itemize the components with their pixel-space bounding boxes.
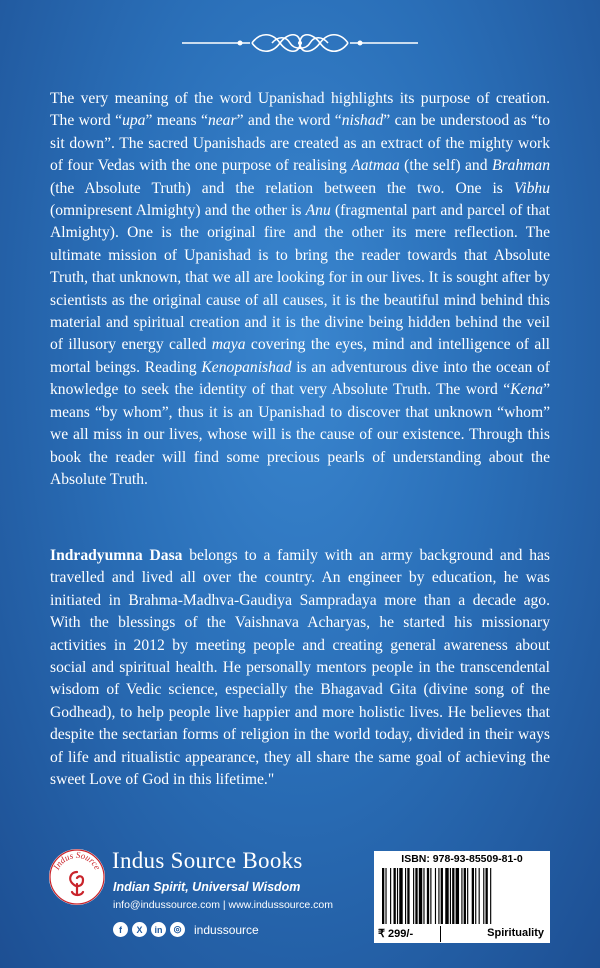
isbn-barcode-box [374,851,550,943]
term-nishad: nishad [341,112,384,130]
blurb-text: The very meaning of the word Upanishad highlights its purpose of creation. The word “ [50,90,550,130]
linkedin-icon: in [151,922,166,937]
book-description [50,88,550,491]
barcode [380,868,544,924]
barcode-bar [472,868,474,924]
publisher-name: Indus Source Books [112,848,303,873]
blurb-text: ” can be understood as “to sit down”. The sacred Upanishads are created as an extract of the mighty work of four Vedas with the one purpose of realising [50,112,551,175]
term-vibhu: Vibhu [513,179,550,197]
barcode-bar [475,868,476,924]
term-near: near [207,112,237,130]
term-aatmaa: Aatmaa [351,157,400,175]
social-handle: indussource [194,922,259,937]
barcode-bar [394,868,396,924]
barcode-bar [486,868,488,924]
barcode-bar [415,868,417,924]
blurb-text: covering the eyes, mind and intelligence of all mortal beings. Reading [50,336,550,376]
barcode-bar [399,868,402,924]
blurb-text: (omnipresent Almighty) and the other is [50,202,306,220]
barcode-bar [456,868,459,924]
logo-text: Indus Source [51,849,103,872]
barcode-bar [450,868,451,924]
barcode-bar [461,868,462,924]
blurb-text: is an adventurous dive into the ocean of knowledge to seek the identity of that very Absolute Truth. The word “ [50,358,550,399]
barcode-bar [427,868,429,924]
barcode-bar [390,868,391,924]
barcode-bar [464,868,466,924]
x-icon: X [132,922,147,937]
facebook-icon: f [113,922,128,937]
barcode-bar [441,868,443,924]
publisher-contact: info@indussource.com | www.indussource.com [113,899,333,911]
barcode-bar [490,868,491,924]
publisher-logo [48,848,106,906]
category: Spirituality [487,927,544,939]
social-links [113,922,259,937]
blurb-text: (the self) and [399,157,492,175]
barcode-bar [419,868,422,924]
barcode-bar [413,868,414,924]
barcode-bar [445,868,448,924]
barcode-bar [452,868,454,924]
instagram-icon: ◎ [170,922,185,937]
term-anu: Anu [305,202,331,220]
blurb-text: ” means “ [145,112,208,130]
price: ₹ 299/- [378,928,414,940]
barcode-bar [423,868,424,924]
author-bio-text: belongs to a family with an army background and has travelled and lived all over the country. An engineer by education, he was initiated in Brahma-Madhva-Gaudiya Sampradaya more than a decade ago. With the blessings of the Vaishnava Acharyas, he started his missionary activities in 2012 by meeting people and creating general awareness about social and spiritual health. He personally mentors people in the transcendental wisdom of Vedic science, especially the Bhagavad Gita (divine song of the Godhead), to help people live happier and more holistic lives. He believes that despite the sectarian forms of religion in the world today, divided in their ways of life and ritualistic appearance, they all share the same goal of achieving the sweet Love of God in this lifetime." [50,547,550,789]
term-kena: Kena [510,381,544,399]
blurb-text: (the Absolute Truth) and the relation between the two. One is [50,179,514,197]
barcode-bar [397,868,398,924]
term-kenopanishad: Kenopanishad [201,358,292,376]
decorative-ornament [180,28,420,58]
blurb-text: ” and the word “ [236,112,342,130]
barcode-bar [479,868,480,924]
publisher-tagline: Indian Spirit, Universal Wisdom [113,880,301,894]
blurb-text: ” means “by whom”, thus it is an Upanishad to discover that unknown “whom” we all miss in our lives, whose will is the cause of our existence. Through this book the reader will find some precious pearls of understanding about the Absolute Truth. [50,381,550,488]
blurb-text: (fragmental part and parcel of that Almighty). One is the original fire and the other its mere reflection. The ultimate mission of Upanishad is to bring the reader towards that Absolute Truth, that unknown, that we all are looking for in our lives. It is sought after by scientists as the original cause of all causes, it is the beautiful mind behind this material and spiritual creation and it is the divine being hidden behind the veil of illusory energy called [50,202,550,354]
isbn-number: ISBN: 978-93-85509-81-0 [401,853,523,865]
barcode-bar [438,868,439,924]
barcode-bar [430,868,431,924]
barcode-bar [385,868,386,924]
author-name: Indradyumna Dasa [50,547,183,564]
barcode-bar [467,868,468,924]
term-upa: upa [122,112,146,130]
barcode-bar [407,868,409,924]
barcode-bar [405,868,406,924]
term-brahman: Brahman [491,157,550,175]
barcode-bar [483,868,484,924]
barcode-bar [382,868,384,924]
divider [440,926,441,942]
author-bio [50,545,550,791]
term-maya: maya [211,336,246,354]
barcode-bar [435,868,436,924]
